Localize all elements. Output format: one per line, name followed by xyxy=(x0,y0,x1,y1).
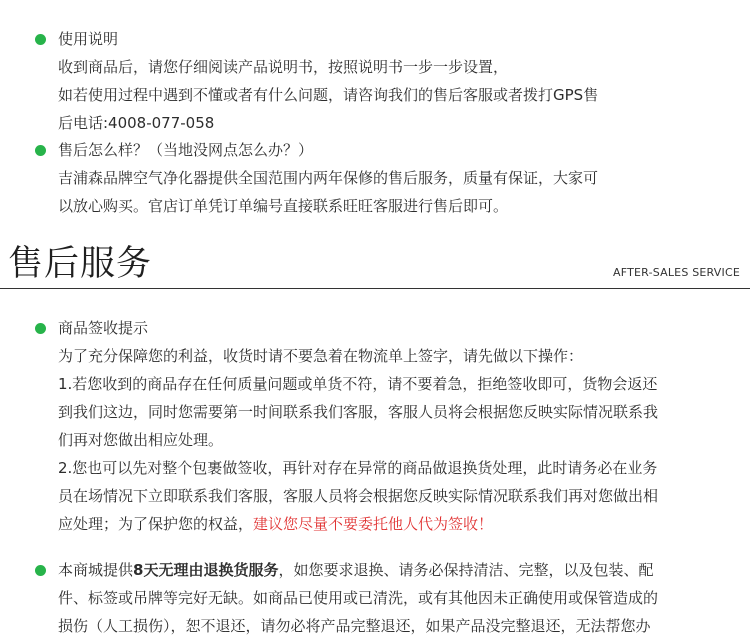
return-policy-highlight: 8天无理由退换货服务 xyxy=(133,561,279,579)
receipt-line-3: 到我们这边，同时您需要第一时间联系我们客服，客服人员将会根据您反映实际情况联系我 xyxy=(58,403,659,421)
usage-line-1: 收到商品后，请您仔细阅读产品说明书，按照说明书一步一步设置， xyxy=(58,58,509,76)
page-title: 售后服务 xyxy=(8,244,153,284)
return-line-3: 损伤（人工损伤），恕不退还，请勿必将产品完整退还，如果产品没完整退还，无法帮您办 xyxy=(58,617,651,635)
return-line-1 xyxy=(58,560,653,580)
receipt-heading: 商品签收提示 xyxy=(58,319,149,337)
return-line-1-suffix: ，如您要求退换、请务必保持清洁、完整，以及包装、配 xyxy=(278,561,654,579)
receipt-line-5: 2.您也可以先对整个包裹做签收，再针对存在异常的商品做退换货处理，此时请务必在业务 xyxy=(58,459,658,477)
receipt-line-4: 们再对您做出相应处理。 xyxy=(58,431,224,449)
receipt-line-7 xyxy=(58,514,493,534)
question-line-2: 以放心购买。官店订单凭订单编号直接联系旺旺客服进行售后即可。 xyxy=(58,197,509,215)
page-subtitle: AFTER-SALES SERVICE xyxy=(613,266,740,279)
bullet-icon xyxy=(35,34,46,45)
question-heading: 售后怎么样？（当地没网点怎么办？） xyxy=(58,141,314,159)
receipt-line-7-text: 应处理；为了保护您的权益， xyxy=(58,515,254,533)
usage-line-3: 后电话:4008-077-058 xyxy=(58,114,215,132)
receipt-line-6: 员在场情况下立即联系我们客服，客服人员将会根据您反映实际情况联系我们再对您做出相 xyxy=(58,487,659,505)
usage-line-2: 如若使用过程中遇到不懂或者有什么问题，请咨询我们的售后客服或者拨打GPS售 xyxy=(58,86,599,104)
bullet-icon xyxy=(35,323,46,334)
warning-text: 建议您尽量不要委托他人代为签收！ xyxy=(253,515,494,533)
bullet-icon xyxy=(35,565,46,576)
question-line-1: 吉浦森品牌空气净化器提供全国范围内两年保修的售后服务，质量有保证，大家可 xyxy=(58,169,599,187)
usage-heading: 使用说明 xyxy=(58,30,119,48)
return-line-2: 件、标签或吊牌等完好无缺。如商品已使用或已清洗，或有其他因未正确使用或保管造成的 xyxy=(58,589,659,607)
header-divider xyxy=(0,288,750,289)
receipt-line-1: 为了充分保障您的利益，收货时请不要急着在物流单上签字，请先做以下操作： xyxy=(58,347,584,365)
return-line-1-prefix: 本商城提供 xyxy=(58,561,134,579)
receipt-line-2: 1.若您收到的商品存在任何质量问题或单货不符，请不要着急，拒绝签收即可，货物会返还 xyxy=(58,375,658,393)
bullet-icon xyxy=(35,145,46,156)
